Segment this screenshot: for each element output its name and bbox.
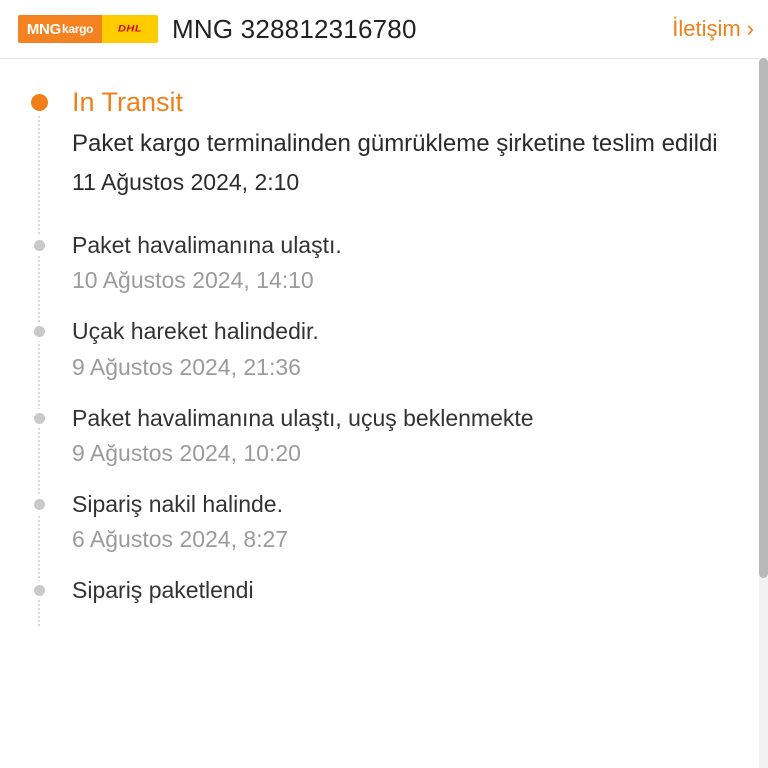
dhl-logo-text: DHL: [117, 24, 143, 34]
app-header: [0, 0, 768, 58]
timeline-event-date: 10 Ağustos 2024, 14:10: [72, 267, 314, 294]
timeline-event-body: [58, 489, 748, 553]
timeline-event-description: Paket havalimanına ulaştı, uçuş beklenmekte: [72, 404, 534, 431]
timeline-event-date: 9 Ağustos 2024, 21:36: [72, 353, 301, 380]
timeline-event[interactable]: [20, 316, 748, 380]
page-title: MNG 328812316780: [172, 13, 417, 44]
tracking-timeline: [0, 59, 768, 606]
timeline-dot-icon: [34, 413, 45, 424]
timeline-dot-column: [20, 403, 58, 424]
timeline-dot-column: [20, 489, 58, 510]
timeline-event-date: 11 Ağustos 2024, 2:10: [72, 169, 300, 196]
contact-link-label: İletişim: [672, 16, 741, 41]
timeline-event-body: [58, 316, 748, 380]
mng-dhl-logo: [18, 15, 158, 43]
timeline-dot-column: [20, 575, 58, 596]
timeline-dot-icon: [34, 585, 45, 596]
scrollbar-thumb[interactable]: [759, 58, 768, 578]
timeline-event-date: 9 Ağustos 2024, 10:20: [72, 439, 301, 466]
timeline-event[interactable]: [20, 87, 748, 196]
timeline-dot-active-icon: [31, 94, 48, 111]
status-badge: In Transit: [72, 87, 184, 117]
timeline-event-description: Sipariş nakil halinde.: [72, 490, 283, 517]
page-scrollbar[interactable]: [759, 58, 768, 768]
timeline-event-description: Paket havalimanına ulaştı.: [72, 232, 342, 259]
contact-link[interactable]: [672, 16, 754, 42]
timeline-event-body: [58, 403, 748, 467]
timeline-event-body: [58, 87, 748, 196]
timeline-dot-column: [20, 87, 58, 111]
timeline-dot-column: [20, 230, 58, 251]
timeline-event-body: [58, 230, 748, 294]
timeline-event-description: Uçak hareket halindedir.: [72, 318, 319, 345]
timeline-event[interactable]: [20, 403, 748, 467]
timeline-event-description: Sipariş paketlendi: [72, 576, 254, 603]
timeline-dot-icon: [34, 240, 45, 251]
timeline-event-body: [58, 575, 748, 606]
mng-logo-sub: kargo: [61, 22, 94, 36]
chevron-right-icon: ›: [746, 16, 754, 41]
mng-logo-text: [18, 15, 102, 43]
mng-logo-main: MNG: [26, 20, 61, 38]
timeline-event[interactable]: [20, 230, 748, 294]
timeline-dot-icon: [34, 326, 45, 337]
dhl-logo: [102, 15, 158, 43]
timeline-event-date: 6 Ağustos 2024, 8:27: [72, 525, 289, 552]
timeline-event[interactable]: [20, 575, 748, 606]
timeline-dot-column: [20, 316, 58, 337]
timeline-dot-icon: [34, 499, 45, 510]
timeline-event[interactable]: [20, 489, 748, 553]
timeline-event-description: Paket kargo terminalinden gümrükleme şirketine teslim edildi: [72, 130, 718, 158]
